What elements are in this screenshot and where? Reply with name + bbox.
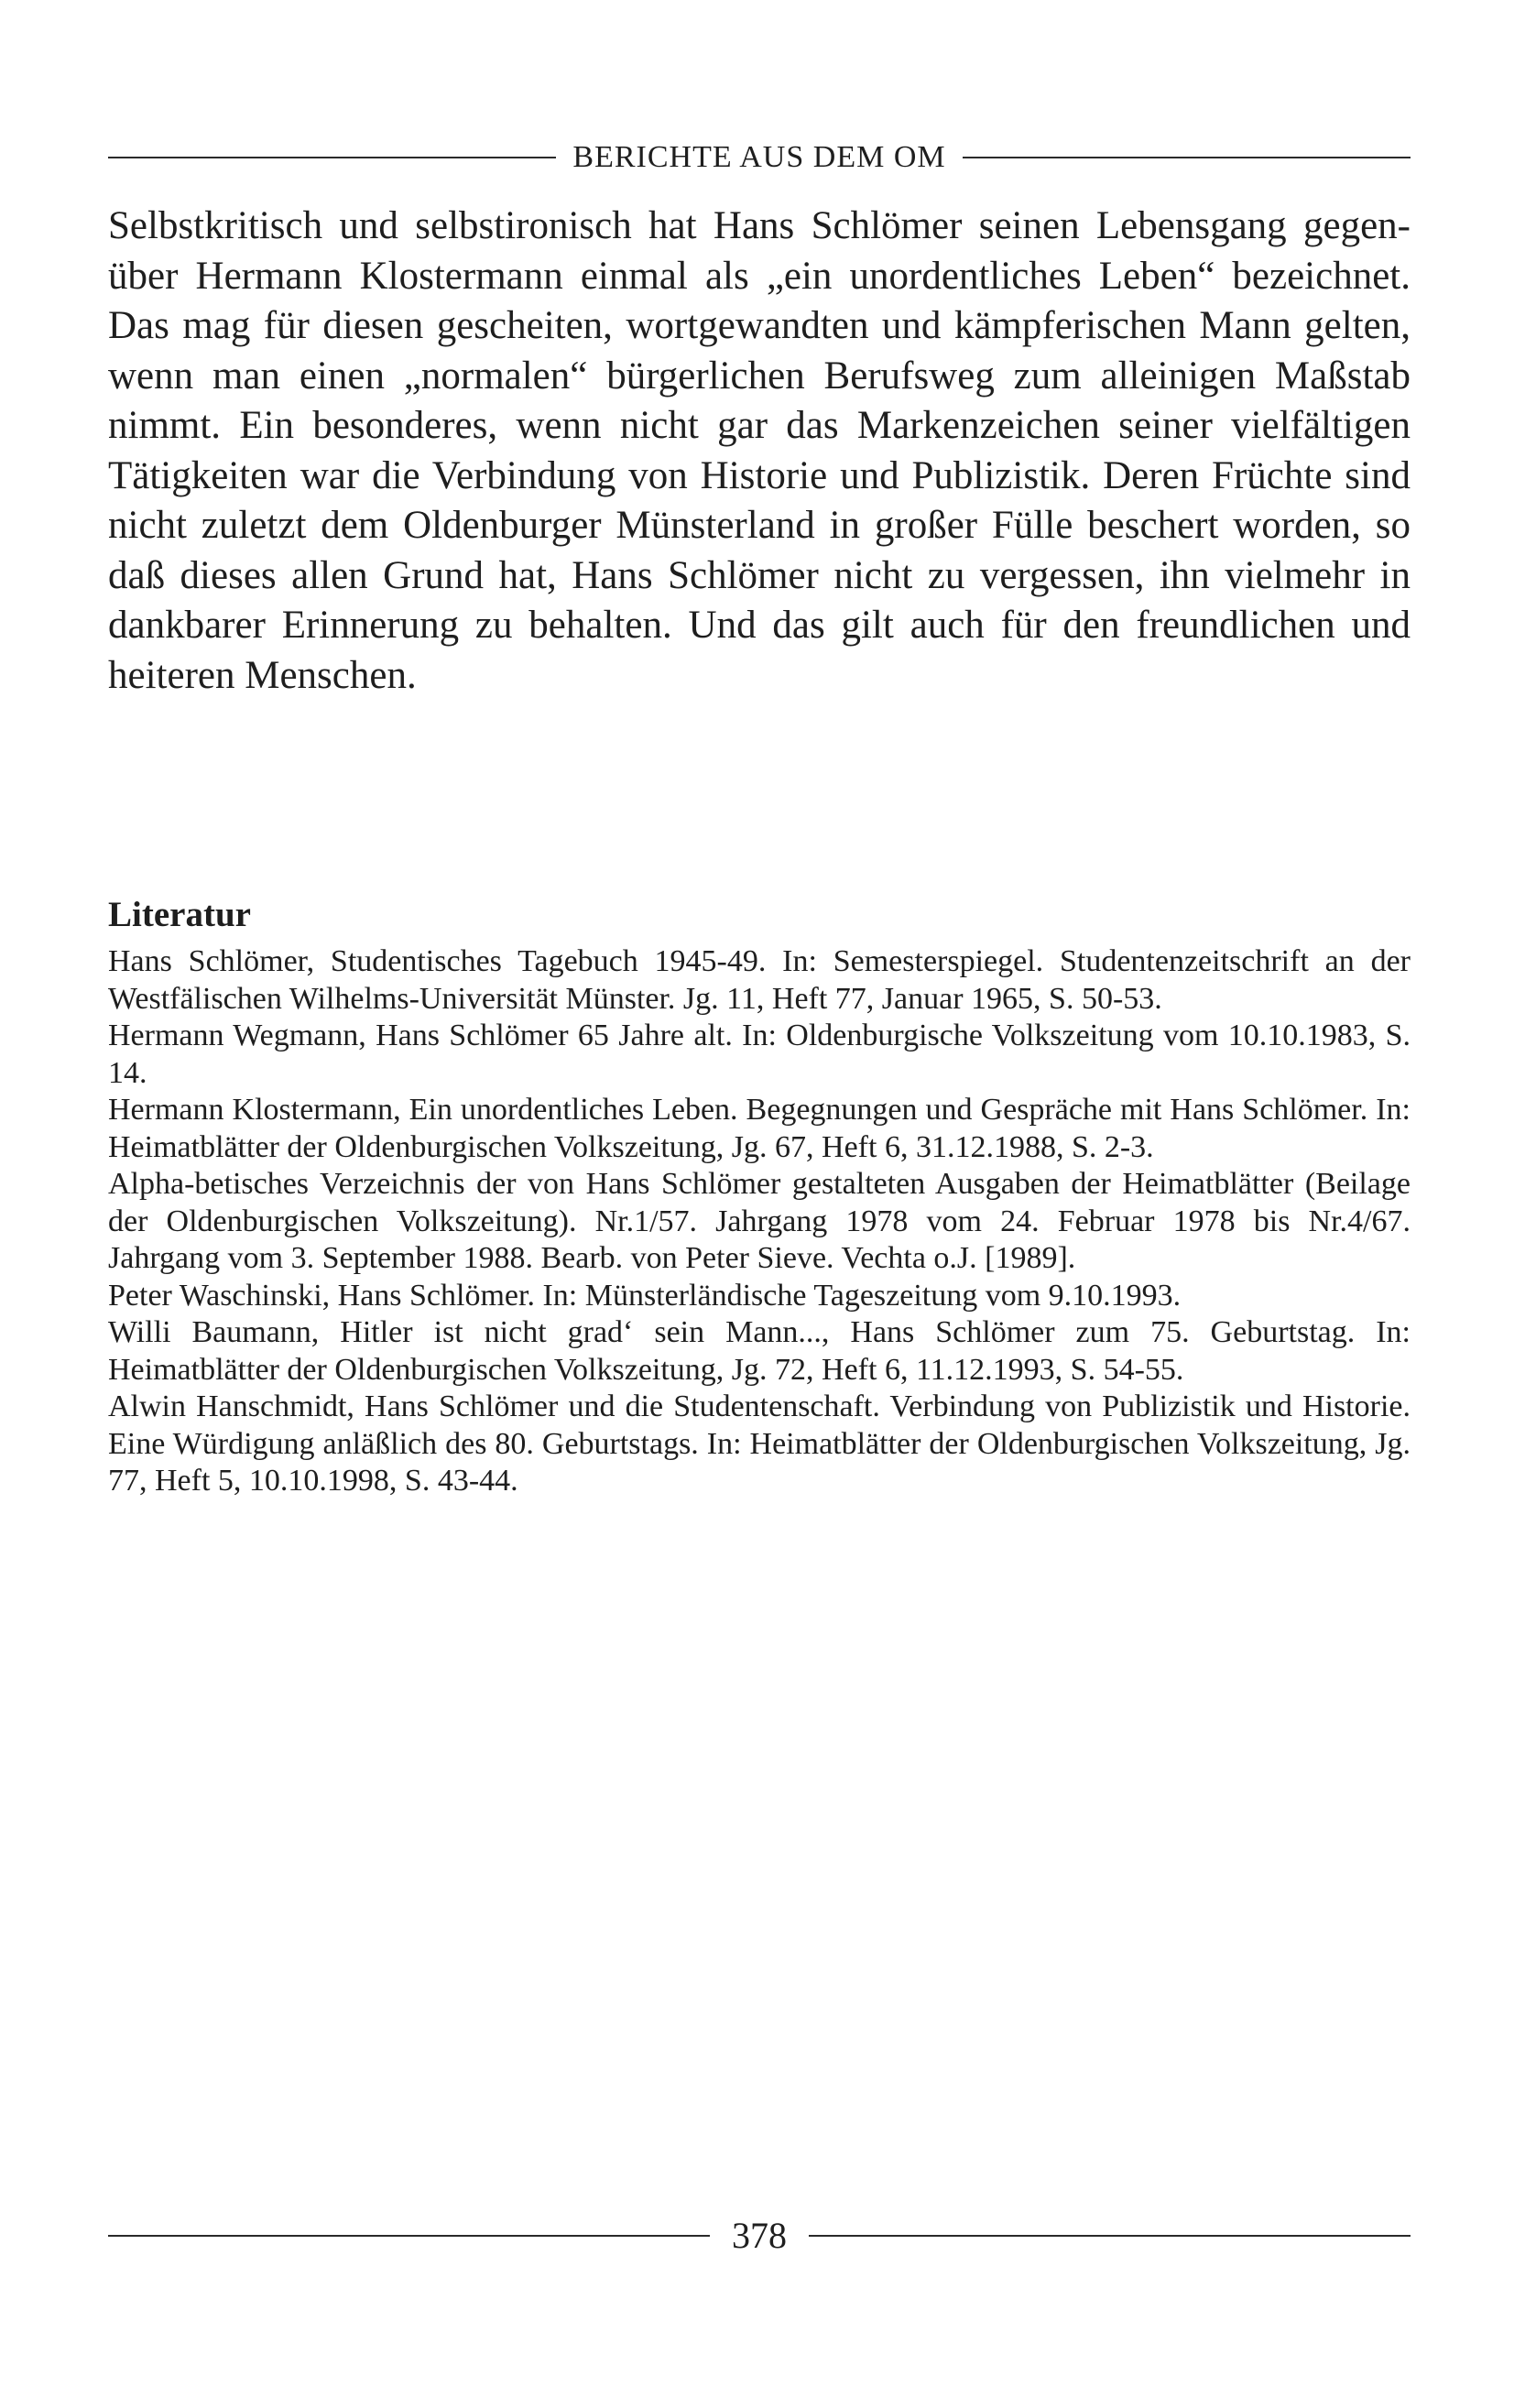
body-paragraph: Selbstkritisch und selbstironisch hat Hans Schlömer seinen Lebensgang gegenüber Hermann Klostermann einmal als „ein unordentliches Leben“ bezeichnet. Das mag für diesen gescheiten, wortgewandten und kämpferischen Mann gelten, wenn man einen „normalen“ bürgerlichen Berufsweg zum alleinigen Maßstab nimmt. Ein besonderes, wenn nicht gar das Markenzeichen seiner vielfältigen Tätigkeiten war die Verbindung von Historie und Publizistik. Deren Früchte sind nicht zuletzt dem Oldenburger Münsterland in großer Fülle beschert worden, so daß dieses allen Grund hat, Hans Schlömer nicht zu vergessen, ihn vielmehr in dankbarer Erinnerung zu behalten. Und das gilt auch für den freundlichen und heiteren Menschen. (108, 204, 1411, 697)
running-header (108, 139, 1411, 176)
literature-list (108, 943, 1411, 1500)
literature-heading: Literatur (108, 895, 251, 934)
footer-rule-right (809, 2235, 1411, 2237)
section-title: BERICHTE AUS DEM OM (572, 140, 946, 174)
literature-entry: Peter Waschinski, Hans Schlömer. In: Münsterländische Tageszeitung vom 9.10.1993. (108, 1278, 1182, 1313)
literature-entry: Hermann Klostermann, Ein unordentliches Leben. Begegnungen und Gespräche mit Hans Schlömer. In: Heimatblätter der Oldenburgischen Volkszeitung, Jg. 67, Heft 6, 31.12.1988, S. 2-3. (108, 1093, 1411, 1164)
page-number: 378 (732, 2215, 787, 2256)
running-footer (108, 2215, 1411, 2257)
footer-rule-left (108, 2235, 710, 2237)
literature-entry: Hermann Wegmann, Hans Schlömer 65 Jahre alt. In: Oldenburgische Volkszeitung vom 10.10.1983, S. 14. (108, 1019, 1411, 1090)
literature-entry: Alpha-betisches Verzeichnis der von Hans Schlömer gestalteten Ausgaben der Heimatblätter (Beilage der Oldenburgischen Volkszeitung). Nr.1/57. Jahrgang 1978 vom 24. Februar 1978 bis Nr.4/67. Jahrgang vom 3. September 1988. Bearb. von Peter Sieve. Vechta o.J. [1989]. (108, 1167, 1411, 1275)
literature-entry: Alwin Hanschmidt, Hans Schlömer und die Studentenschaft. Verbindung von Publizistik und Historie. Eine Würdigung anläßlich des 80. Geburtstags. In: Heimatblätter der Oldenburgischen Volkszeitung, Jg. 77, Heft 5, 10.10.1998, S. 43-44. (108, 1389, 1411, 1498)
header-rule-right (963, 157, 1411, 158)
literature-entry: Willi Baumann, Hitler ist nicht grad‘ sein Mann..., Hans Schlömer zum 75. Geburtstag. In: Heimatblätter der Oldenburgischen Volkszeitung, Jg. 72, Heft 6, 11.12.1993, S. 54-55. (108, 1315, 1411, 1387)
header-rule-left (108, 157, 556, 158)
literature-entry: Hans Schlömer, Studentisches Tagebuch 1945-49. In: Semesterspiegel. Studentenzeitschrift an der Westfälischen Wilhelms-Universität Münster. Jg. 11, Heft 77, Januar 1965, S. 50-53. (108, 944, 1411, 1016)
